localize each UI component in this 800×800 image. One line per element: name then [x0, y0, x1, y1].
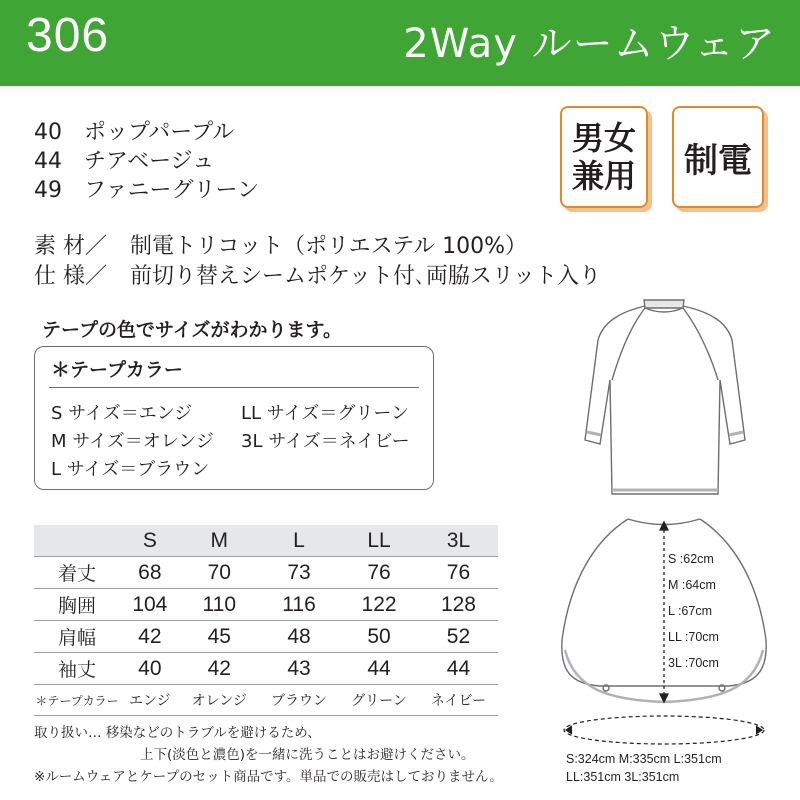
- color-code: 49: [34, 178, 62, 203]
- antistatic-badge-label: 制電: [684, 140, 752, 181]
- tape-item-m: M サイズ＝オレンジ: [51, 431, 214, 452]
- spec-block: [34, 232, 601, 292]
- table-cell: 45: [180, 621, 259, 653]
- spec-label: 仕 様／: [34, 264, 107, 289]
- hem-length-line1: S:324cm M:335cm L:351cm: [566, 752, 722, 766]
- material-row: [34, 232, 601, 262]
- table-row: [34, 557, 498, 589]
- cape-length-ll: LL :70cm: [668, 630, 719, 644]
- spec-value: 前切り替えシームポケット付､両脇スリット入り: [130, 264, 602, 289]
- table-cell: 44: [339, 653, 419, 685]
- color-item: [34, 176, 259, 205]
- cape-length-arrow: [660, 522, 668, 702]
- table-cell: 48: [259, 621, 339, 653]
- table-cell: エンジ: [120, 685, 180, 716]
- tape-color-row: [34, 685, 498, 716]
- cape-length-l: L :67cm: [668, 604, 713, 618]
- cape-length-s: S :62cm: [668, 552, 714, 566]
- table-cell: 76: [419, 557, 498, 589]
- row-label: ＊テープカラー: [34, 685, 120, 716]
- spec-row: [34, 262, 601, 292]
- table-cell: 42: [120, 621, 180, 653]
- tape-item-3l: 3L サイズ＝ネイビー: [241, 431, 410, 452]
- cape-length-m: M :64cm: [668, 578, 716, 592]
- table-cell: ネイビー: [419, 685, 498, 716]
- care-notes: [34, 722, 503, 788]
- color-item: [34, 147, 259, 176]
- antistatic-badge: [672, 106, 764, 208]
- header-bar: [0, 0, 800, 86]
- unisex-badge-line2: 兼用: [571, 157, 636, 195]
- table-cell: 44: [419, 653, 498, 685]
- product-number: 306: [26, 9, 110, 62]
- color-code: 40: [34, 120, 62, 145]
- tape-box-divider: [49, 387, 419, 388]
- color-name: ファニーグリーン: [84, 178, 260, 203]
- table-row: [34, 589, 498, 621]
- cape-length-3l: 3L :70cm: [668, 656, 719, 670]
- tape-color-box: [34, 346, 434, 490]
- tape-box-title: ＊テープカラー: [51, 359, 183, 381]
- unisex-badge: [560, 106, 648, 208]
- color-code: 44: [34, 149, 62, 174]
- size-header: M: [180, 525, 259, 557]
- row-label: 袖丈: [34, 653, 120, 685]
- color-name: チアベージュ: [84, 149, 215, 174]
- unisex-badge-line1: 男女: [571, 119, 636, 157]
- table-cell: 76: [339, 557, 419, 589]
- color-name: ポップパープル: [84, 120, 235, 145]
- table-cell: 42: [180, 653, 259, 685]
- hem-ellipse: [564, 716, 764, 744]
- table-cell: グリーン: [339, 685, 419, 716]
- tape-item-s: S サイズ＝エンジ: [51, 403, 193, 424]
- table-cell: 50: [339, 621, 419, 653]
- table-row: [34, 653, 498, 685]
- care-note-line2: 上下(淡色と濃色)を一緒に洗うことはお避けください。: [140, 747, 475, 763]
- table-cell: 68: [120, 557, 180, 589]
- size-table: [34, 525, 498, 716]
- table-cell: ブラウン: [259, 685, 339, 716]
- color-item: [34, 118, 259, 147]
- row-label: 胸囲: [34, 589, 120, 621]
- table-cell: 128: [419, 589, 498, 621]
- tape-item-l: L サイズ＝ブラウン: [51, 459, 210, 480]
- tape-item-ll: LL サイズ＝グリーン: [241, 403, 409, 424]
- size-header: LL: [339, 525, 419, 557]
- size-header-blank: [34, 525, 120, 557]
- tape-note: テープの色でサイズがわかります。: [42, 319, 343, 341]
- table-cell: 104: [120, 589, 180, 621]
- table-cell: 116: [259, 589, 339, 621]
- roomwear-illustration: [585, 300, 745, 494]
- row-label: 着丈: [34, 557, 120, 589]
- table-cell: 70: [180, 557, 259, 589]
- material-value: 制電トリコット（ポリエステル 100%）: [130, 234, 528, 259]
- cape-illustration: [562, 519, 766, 702]
- material-label: 素 材／: [34, 234, 107, 259]
- hem-length-line2: LL:351cm 3L:351cm: [566, 770, 680, 784]
- table-row: [34, 621, 498, 653]
- size-header: L: [259, 525, 339, 557]
- table-cell: 73: [259, 557, 339, 589]
- product-title: 2Way ルームウェア: [403, 21, 776, 67]
- table-cell: 52: [419, 621, 498, 653]
- table-cell: 40: [120, 653, 180, 685]
- table-cell: 43: [259, 653, 339, 685]
- table-cell: 122: [339, 589, 419, 621]
- table-cell: 110: [180, 589, 259, 621]
- row-label: 肩幅: [34, 621, 120, 653]
- table-cell: オレンジ: [180, 685, 259, 716]
- size-header: 3L: [419, 525, 498, 557]
- size-header: S: [120, 525, 180, 557]
- set-note: ※ルームウェアとケープのセット商品です。単品での販売はしておりません。: [34, 769, 503, 785]
- care-note-line1: 取り扱い… 移染などのトラブルを避けるため、: [34, 725, 321, 741]
- color-list: [34, 118, 259, 205]
- size-header-row: [34, 525, 498, 557]
